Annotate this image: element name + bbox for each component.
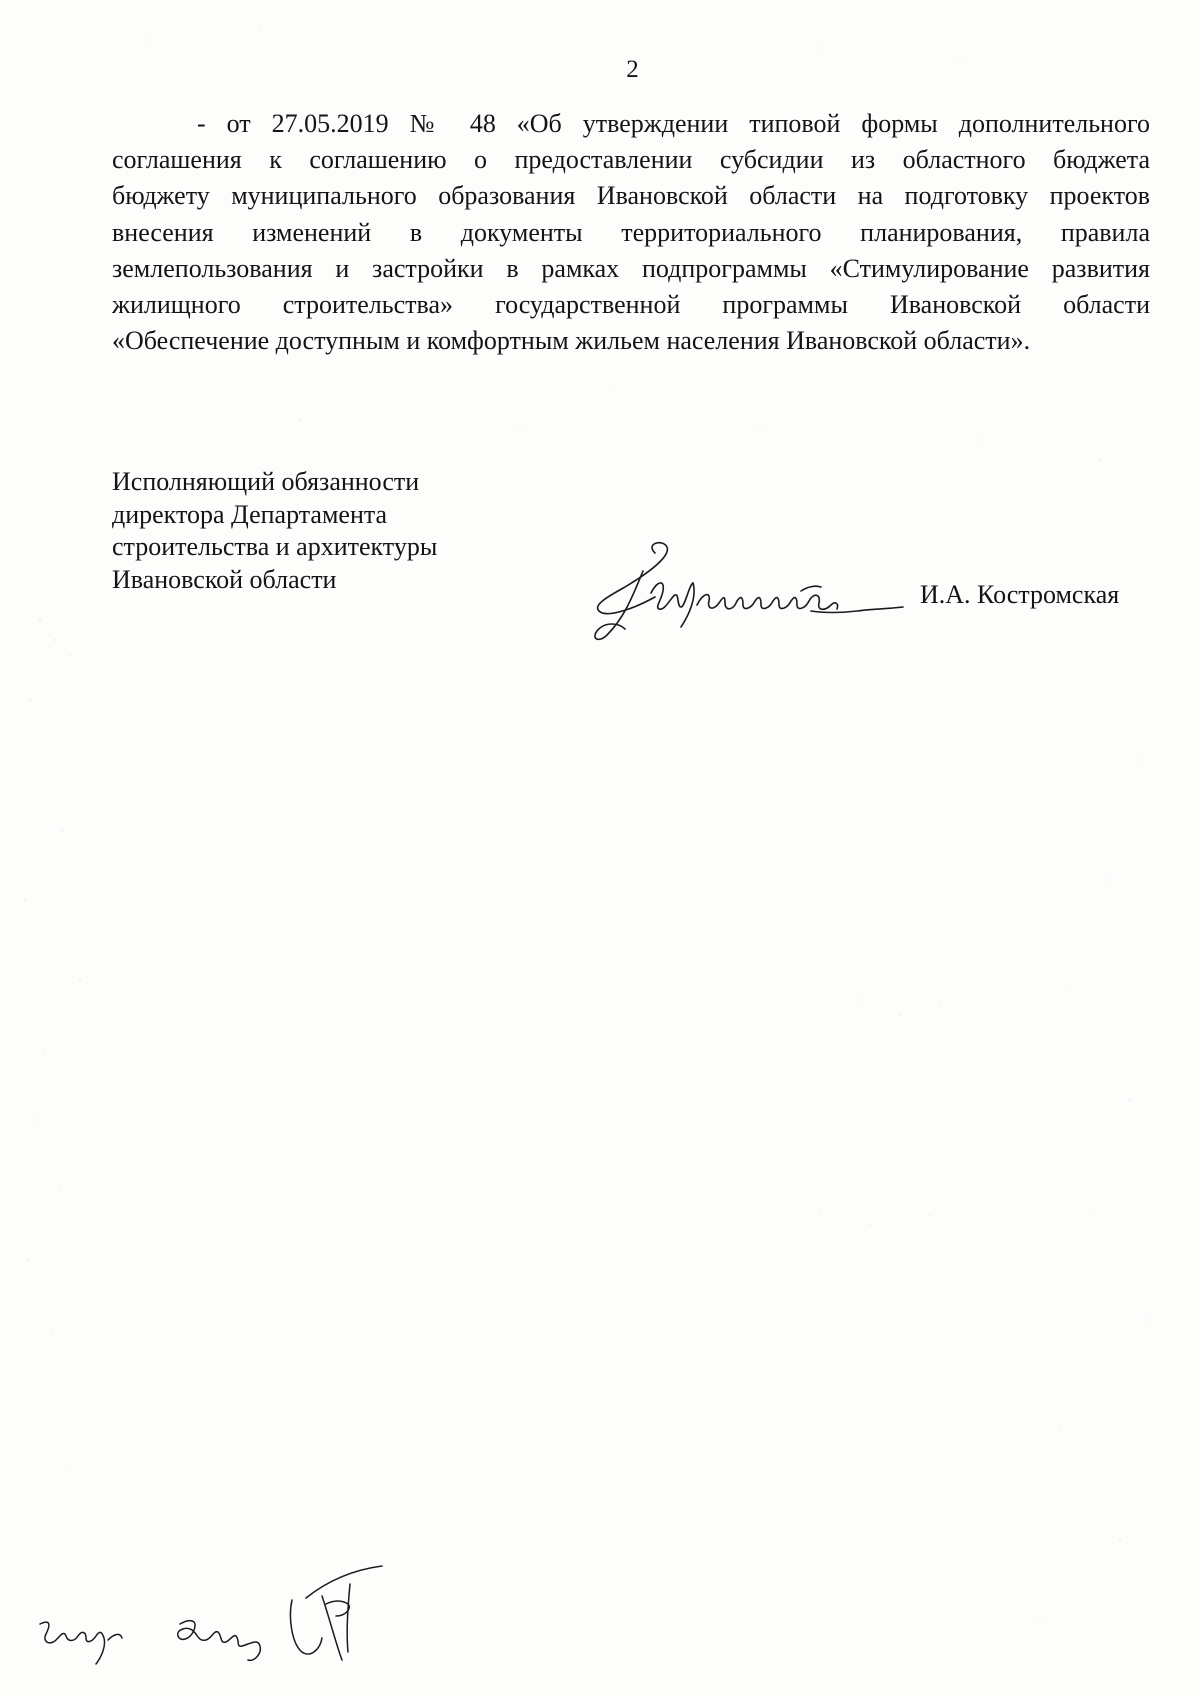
paragraph-line: землепользования и застройки в рамках подпрограммы «Стимулирование развития <box>112 253 1150 283</box>
handwritten-note <box>30 1560 450 1680</box>
position-line: Исполняющий обязанности <box>112 467 420 496</box>
paragraph-line: соглашения к соглашению о предоставлении субсидии из областного бюджета <box>112 145 1150 175</box>
paragraph-line: «Обеспечение доступным и комфортным жильем населения Ивановской области». <box>112 326 1031 356</box>
paragraph-line: внесения изменений в документы территориального планирования, правила <box>112 217 1150 247</box>
page-number: 2 <box>626 56 639 83</box>
body-paragraph <box>112 106 1150 359</box>
paragraph-line: - от 27.05.2019 № 48 «Об утверждении типовой формы дополнительного <box>197 109 1150 138</box>
position-line: Ивановской области <box>112 564 337 594</box>
paragraph-line: жилищного строительства» государственной программы Ивановской области <box>112 290 1150 320</box>
paragraph-line: бюджету муниципального образования Ивановской области на подготовку проектов <box>112 181 1150 211</box>
signatory-position <box>112 466 437 596</box>
signer-name: И.А. Костромская <box>920 580 1120 609</box>
handwritten-signature <box>585 535 915 645</box>
position-line: строительства и архитектуры <box>112 532 438 561</box>
position-line: директора Департамента <box>112 499 388 529</box>
